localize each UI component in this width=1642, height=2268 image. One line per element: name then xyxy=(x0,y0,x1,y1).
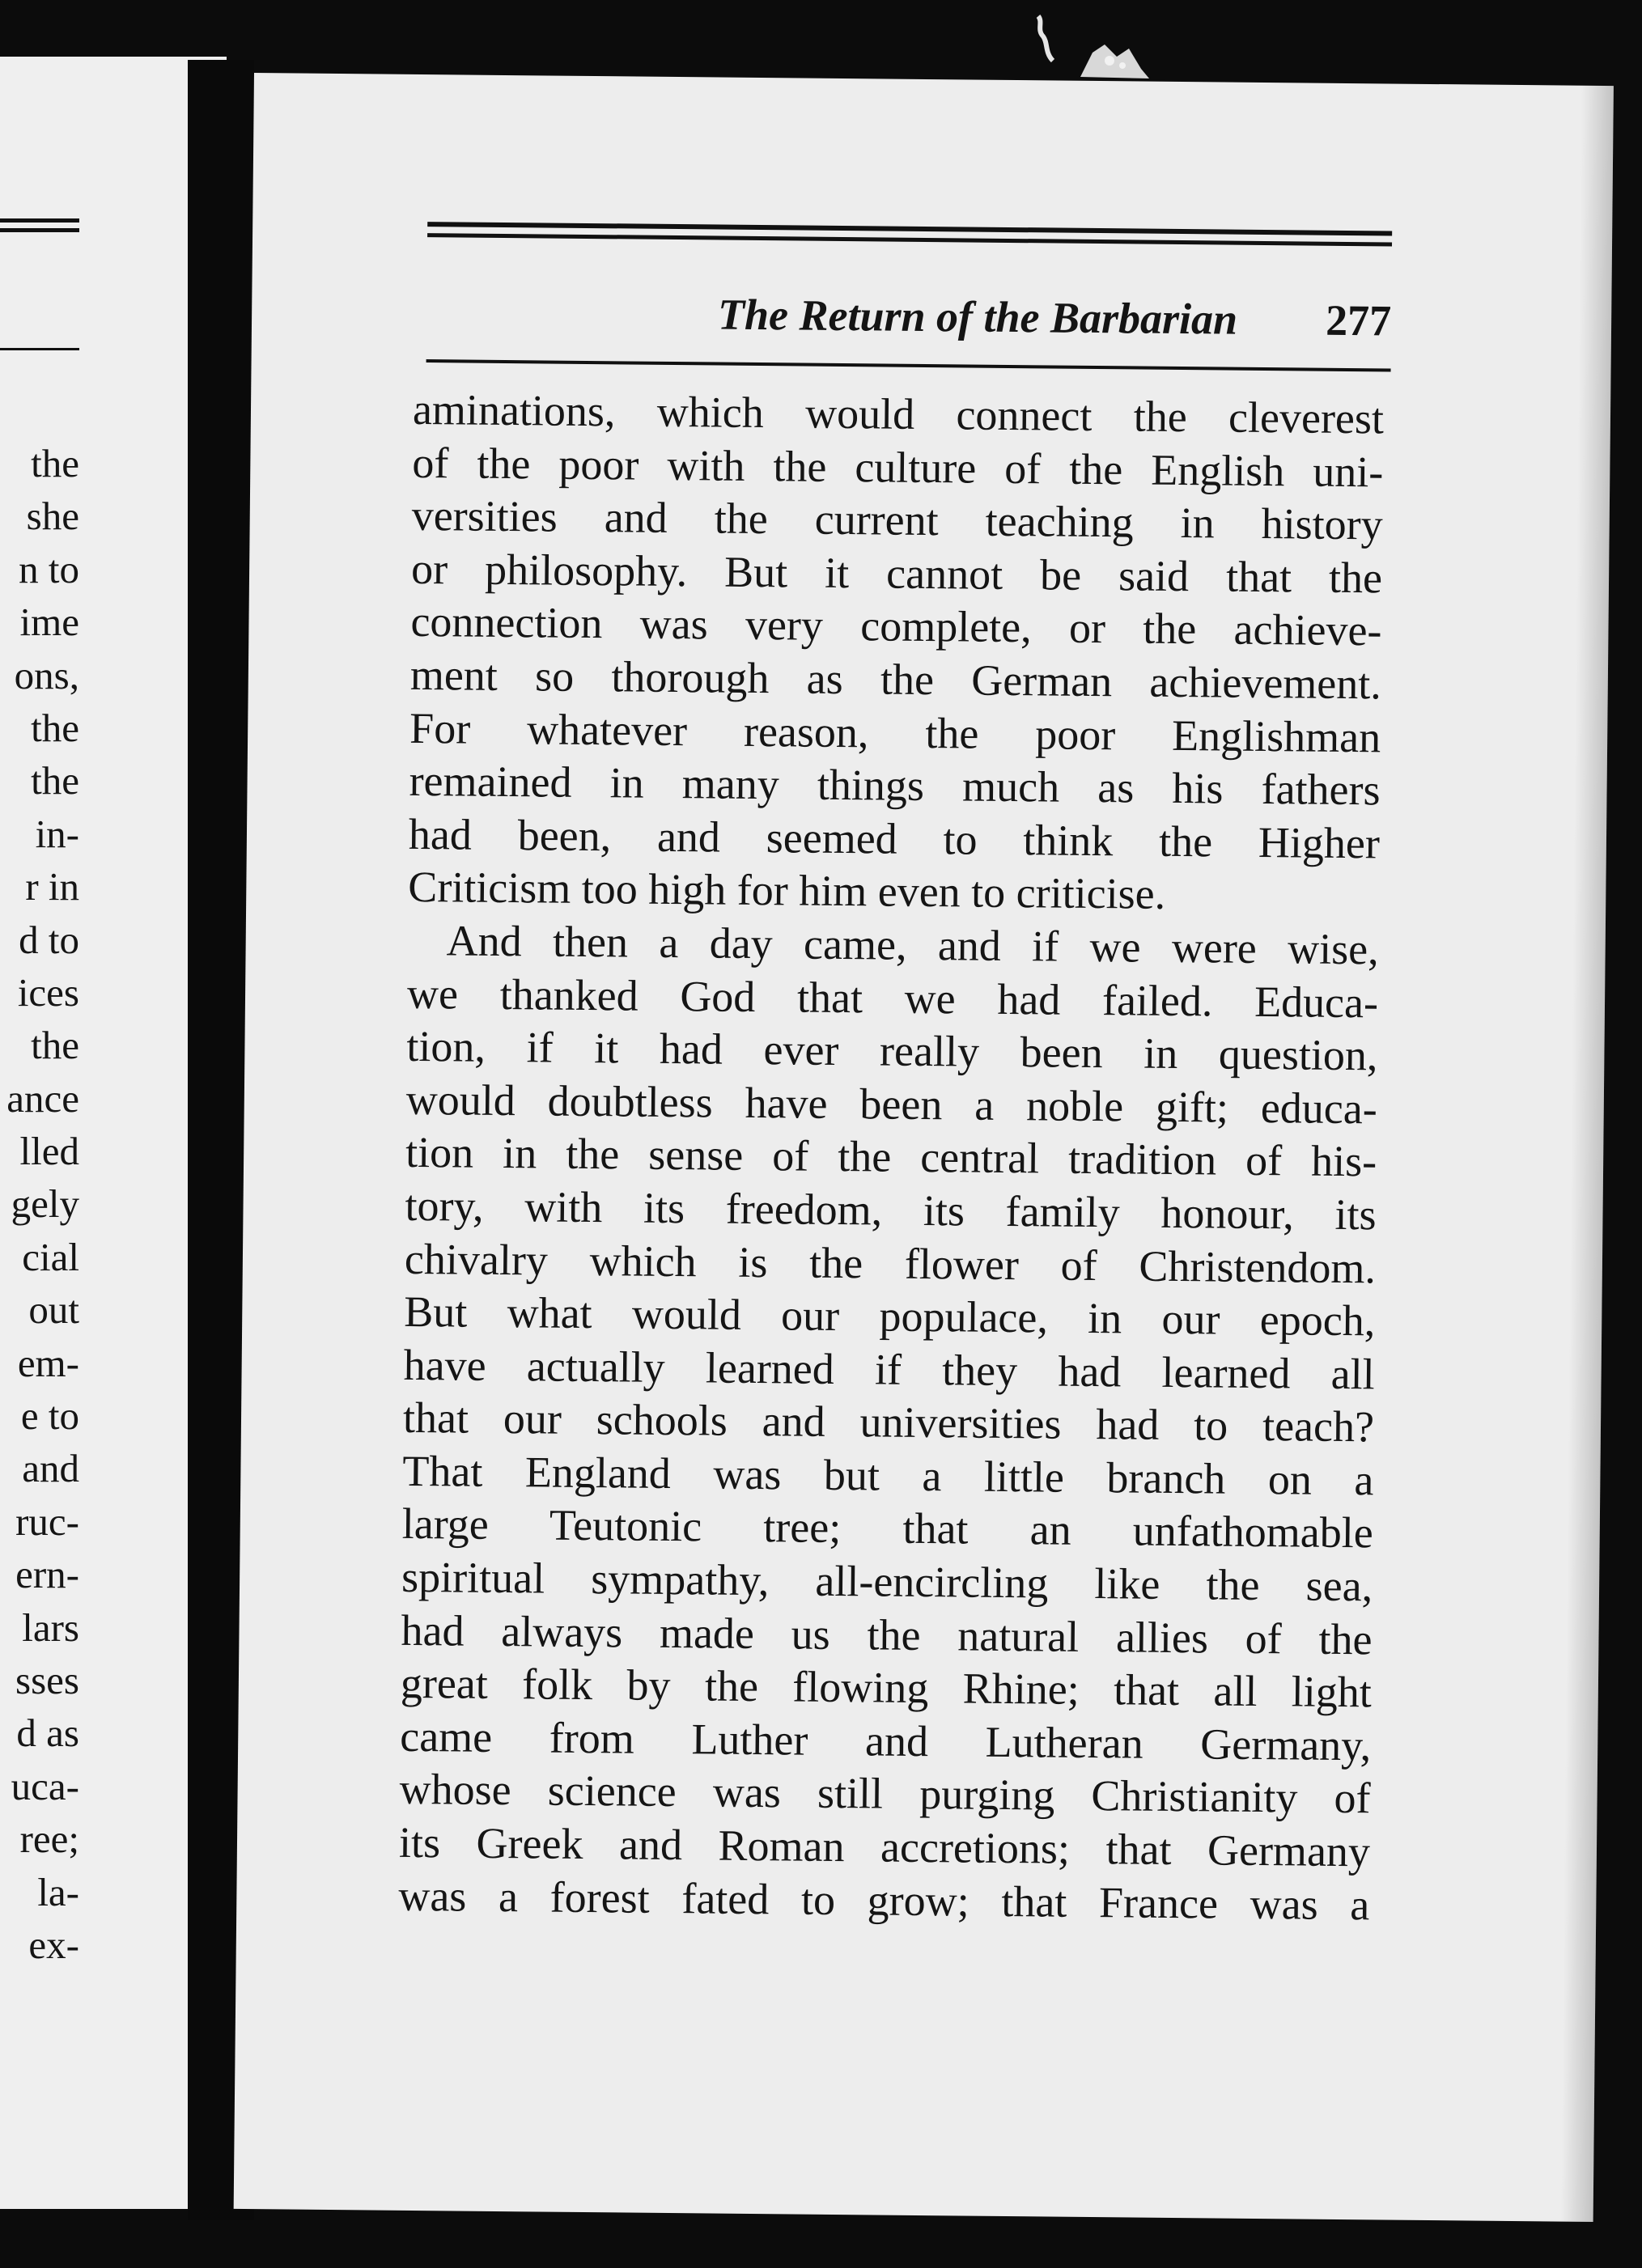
facing-line: ex- xyxy=(28,1922,79,1967)
facing-page-text-column xyxy=(0,437,79,1971)
book-page xyxy=(234,73,1614,2222)
facing-line: the xyxy=(31,705,79,750)
text-line: That England was but a little branch on a xyxy=(402,1446,1374,1505)
text-line: spiritual sympathy, all-encircling like the sea, xyxy=(401,1552,1373,1611)
facing-line: d as xyxy=(16,1711,79,1756)
text-line: tory, with its freedom, its family honour, its xyxy=(405,1181,1377,1240)
facing-line: gely xyxy=(11,1181,79,1227)
facing-line: sses xyxy=(15,1657,79,1702)
text-line: tion in the sense of the central tradition of his- xyxy=(405,1128,1377,1186)
facing-line: r in xyxy=(25,864,79,909)
text-line: of the poor with the culture of the English uni- xyxy=(412,438,1384,497)
facing-line: e to xyxy=(20,1393,79,1439)
text-line: And then a day came, and if we were wise, xyxy=(446,916,1379,974)
page-number: 277 xyxy=(1325,295,1392,345)
paper-debris xyxy=(1032,12,1153,81)
text-line: But what would our populace, in our epoch, xyxy=(404,1287,1376,1346)
body-text-column xyxy=(398,384,1384,1932)
text-line: would doubtless have been a noble gift; educa- xyxy=(405,1075,1378,1134)
page-edge-shadow xyxy=(1561,86,1614,2222)
text-line: was a forest fated to grow; that France was a xyxy=(398,1871,1370,1929)
text-line: that our schools and universities had to teach? xyxy=(402,1393,1375,1452)
text-line: had been, and seemed to think the Higher xyxy=(408,809,1381,868)
header-rule-top-2 xyxy=(427,233,1392,246)
text-line: ment so thorough as the German achievement. xyxy=(409,650,1382,709)
running-title: The Return of the Barbarian xyxy=(717,290,1238,344)
facing-line: out xyxy=(28,1287,79,1333)
facing-line: ern- xyxy=(15,1552,79,1597)
facing-line: n to xyxy=(19,546,79,591)
facing-line: the xyxy=(31,441,79,485)
facing-page-rule-header xyxy=(0,348,79,350)
facing-line: in- xyxy=(35,811,79,856)
facing-line: cial xyxy=(22,1234,79,1279)
text-line: chivalry which is the flower of Christendom. xyxy=(404,1234,1377,1292)
text-line: aminations, which would connect the cleverest xyxy=(412,384,1385,443)
text-line: remained in many things much as his fathers xyxy=(409,757,1381,815)
text-line: we thanked God that we had failed. Educa- xyxy=(406,969,1379,1027)
text-line: great folk by the flowing Rhine; that all light xyxy=(400,1659,1373,1717)
text-line: versities and the current teaching in history xyxy=(411,491,1383,549)
facing-line: ance xyxy=(6,1075,79,1121)
text-line: tion, if it had ever really been in question, xyxy=(406,1021,1378,1080)
facing-line: the xyxy=(31,758,79,803)
text-line: Criticism too high for him even to criticise. xyxy=(408,863,1166,919)
text-line: came from Luther and Lutheran Germany, xyxy=(399,1711,1372,1770)
text-line: For whatever reason, the poor Englishman xyxy=(409,703,1381,761)
facing-line: uca- xyxy=(11,1763,79,1808)
text-line: connection was very complete, or the achieve- xyxy=(410,597,1382,655)
facing-line: ree; xyxy=(19,1817,79,1862)
facing-line: ime xyxy=(19,600,79,645)
text-line: had always made us the natural allies of the xyxy=(401,1605,1373,1664)
facing-line: and xyxy=(22,1446,79,1491)
facing-page-rule-top xyxy=(0,218,79,223)
text-line: large Teutonic tree; that an unfathomable xyxy=(401,1499,1374,1558)
facing-line: la- xyxy=(37,1869,79,1914)
facing-line: ruc- xyxy=(15,1499,79,1544)
text-line: or philosophy. But it cannot be said that the xyxy=(410,544,1383,603)
facing-line: ons, xyxy=(14,652,79,697)
facing-line: the xyxy=(31,1023,79,1068)
facing-line: lars xyxy=(22,1605,79,1650)
facing-line: d to xyxy=(19,917,79,962)
facing-line: ices xyxy=(17,969,79,1015)
facing-line: em- xyxy=(17,1340,79,1385)
text-line: have actually learned if they had learned all xyxy=(403,1340,1375,1399)
facing-line: lled xyxy=(19,1129,79,1174)
facing-page-rule-top-2 xyxy=(0,228,79,232)
page-header xyxy=(426,283,1392,365)
facing-line: she xyxy=(26,494,79,539)
text-line: its Greek and Roman accretions; that Germany xyxy=(398,1817,1371,1876)
text-line: whose science was still purging Christianity of xyxy=(399,1765,1371,1823)
